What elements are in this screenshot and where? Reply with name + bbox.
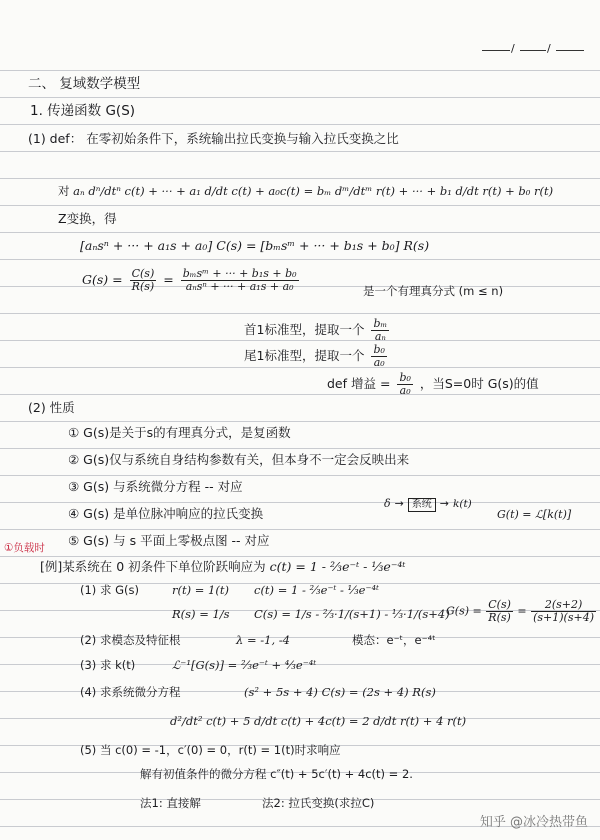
fraction <box>130 268 157 293</box>
gain-post: ，当S=0时 G(s)的值 <box>419 376 539 391</box>
red-annotation: ①负载时 <box>4 542 45 554</box>
standard-form-1 <box>244 318 392 343</box>
fraction <box>371 318 389 343</box>
g-eq: = <box>163 272 174 287</box>
denominator: aₙsⁿ + ··· + a₁s + a₀ <box>181 280 299 293</box>
eq-sign: = <box>303 184 314 198</box>
fraction <box>531 599 596 624</box>
numerator: b₀ <box>373 343 385 356</box>
input-laplace: R(s) = 1/s <box>172 607 230 621</box>
impulse-block-diagram <box>384 495 472 512</box>
laplace-domain-equation: (s² + 5s + 4) C(s) = (2s + 4) R(s) <box>244 685 436 699</box>
ruled-line <box>0 232 600 233</box>
denominator: a₀ <box>397 384 412 397</box>
ruled-line <box>0 205 600 206</box>
example-title-text: [例]某系统在 0 初条件下单位阶跃响应为 <box>40 559 266 574</box>
system-differential-equation: d²/dt² c(t) + 5 d/dt c(t) + 4c(t) = 2 d/dt r(t) + 4 r(t) <box>170 714 467 728</box>
eq-rhs: bₘ dᵐ/dtᵐ r(t) + ··· + b₁ d/dt r(t) + b₀ r(t) <box>316 184 554 198</box>
date-separator: / <box>547 42 551 55</box>
question-label: (5) 当 c(0) = -1，c′(0) = 0，r(t) = 1(t)时求响应 <box>80 743 341 757</box>
example-title-formula: c(t) = 1 - ²⁄₃e⁻ᵗ - ¹⁄₃e⁻⁴ᵗ <box>269 559 406 574</box>
ruled-line <box>0 448 600 449</box>
date-field-line <box>482 50 510 51</box>
section-title: 复域数学模型 <box>59 76 141 92</box>
numerator: C(s) <box>488 598 511 611</box>
ruled-line <box>0 475 600 476</box>
transfer-function-def <box>82 268 302 293</box>
property-item: ⑤ G(s) 与 s 平面上零极点图 -- 对应 <box>68 533 270 548</box>
system-block: 系统 <box>408 498 436 512</box>
def-label: (1) def： <box>28 131 83 146</box>
initial-value-problem: 解有初值条件的微分方程 c″(t) + 5c′(t) + 4c(t) = 2. <box>140 767 413 781</box>
def-text: 在零初始条件下，系统输出拉氏变换与输入拉氏变换之比 <box>86 131 399 146</box>
section-heading <box>28 76 140 92</box>
output-laplace: C(s) = 1/s - ²⁄₃·1/(s+1) - ¹⁄₃·1/(s+4) <box>254 607 450 621</box>
property-item: ① G(s)是关于s的有理真分式，是复函数 <box>68 425 291 440</box>
fraction <box>181 268 299 293</box>
ruled-line <box>0 313 600 314</box>
ruled-line <box>0 70 600 71</box>
diagram-input: δ <box>384 497 391 510</box>
rational-note: 是一个有理真分式 (m ≤ n) <box>363 284 504 298</box>
g-lhs: G(s) = <box>82 272 123 287</box>
date-field-line <box>556 50 584 51</box>
fraction <box>397 372 412 397</box>
ruled-line <box>0 529 600 530</box>
denominator: R(s) <box>130 280 157 293</box>
ruled-line <box>0 259 600 260</box>
ruled-line <box>0 151 600 152</box>
modes: 模态：e⁻ᵗ，e⁻⁴ᵗ <box>352 633 436 647</box>
denominator: a₀ <box>371 356 386 369</box>
ruled-line <box>0 421 600 422</box>
ruled-line <box>0 124 600 125</box>
definition-line <box>28 131 399 147</box>
laplace-equation: [aₙsⁿ + ··· + a₁s + a₀] C(s) = [bₘsᵐ + ··· + b₁s + b₀] R(s) <box>80 238 430 253</box>
numerator: C(s) <box>131 267 155 280</box>
fraction <box>371 344 386 369</box>
denominator: R(s) <box>486 611 513 624</box>
eq-prefix: 对 <box>58 184 70 198</box>
example-title <box>40 559 406 575</box>
laplace-text: Z变换，得 <box>58 211 117 226</box>
ruled-line <box>0 97 600 98</box>
method-2: 法2: 拉氏变换(求拉C) <box>262 796 375 810</box>
gain-definition <box>327 372 539 397</box>
std1-text: 首1标准型，提取一个 <box>244 322 365 337</box>
ruled-line <box>0 502 600 503</box>
input-signal: r(t) = 1(t) <box>172 583 229 597</box>
property-item: ④ G(s) 是单位脉冲响应的拉氏变换 <box>68 506 264 521</box>
impulse-response: ℒ⁻¹[G(s)] = ²⁄₃e⁻ᵗ + ⁴⁄₃e⁻⁴ᵗ <box>172 658 317 672</box>
transfer-function-result <box>446 599 597 624</box>
numerator: 2(s+2) <box>544 598 583 611</box>
ruled-line <box>0 178 600 179</box>
gain-pre: def 增益 = <box>327 376 391 391</box>
arrow-icon: → <box>439 497 450 510</box>
output-signal: c(t) = 1 - ²⁄₃e⁻ᵗ - ¹⁄₃e⁻⁴ᵗ <box>254 583 380 597</box>
impulse-formula: G(t) = ℒ[k(t)] <box>497 508 572 521</box>
eq-lhs: aₙ dⁿ/dtⁿ c(t) + ··· + a₁ d/dt c(t) + a₀c(t) <box>73 184 300 198</box>
fraction <box>486 599 513 624</box>
section-number: 二、 <box>28 76 55 92</box>
differential-equation <box>58 183 553 199</box>
date-separator: / <box>511 42 515 55</box>
method-1: 法1: 直接解 <box>140 796 201 810</box>
subsection-title: 1. 传递函数 G(S) <box>30 103 136 119</box>
watermark: 知乎 @冰冷热带鱼 <box>479 815 588 830</box>
arrow-icon: → <box>394 497 404 510</box>
numerator: bₘ <box>373 317 388 330</box>
denominator: (s+1)(s+4) <box>533 611 594 624</box>
numerator: b₀ <box>399 371 411 384</box>
question-label: (1) 求 G(s) <box>80 583 139 597</box>
g-pre: G(s) = <box>446 604 482 618</box>
denominator: aₙ <box>371 330 389 343</box>
standard-form-2 <box>244 344 390 369</box>
property-item: ② G(s)仅与系统自身结构参数有关，但本身不一定会反映出来 <box>68 452 410 467</box>
properties-heading: (2) 性质 <box>28 400 75 415</box>
std2-text: 尾1标准型，提取一个 <box>244 348 365 363</box>
characteristic-roots: λ = -1, -4 <box>236 633 290 647</box>
question-label: (4) 求系统微分方程 <box>80 685 181 699</box>
ruled-line <box>0 556 600 557</box>
question-label: (3) 求 k(t) <box>80 658 136 672</box>
date-field-line <box>520 50 546 51</box>
numerator: bₘsᵐ + ··· + b₁s + b₀ <box>182 267 297 280</box>
question-label: (2) 求模态及特征根 <box>80 633 181 647</box>
diagram-output: k(t) <box>453 498 472 510</box>
g-eq: = <box>517 604 527 618</box>
property-item: ③ G(s) 与系统微分方程 -- 对应 <box>68 479 243 494</box>
